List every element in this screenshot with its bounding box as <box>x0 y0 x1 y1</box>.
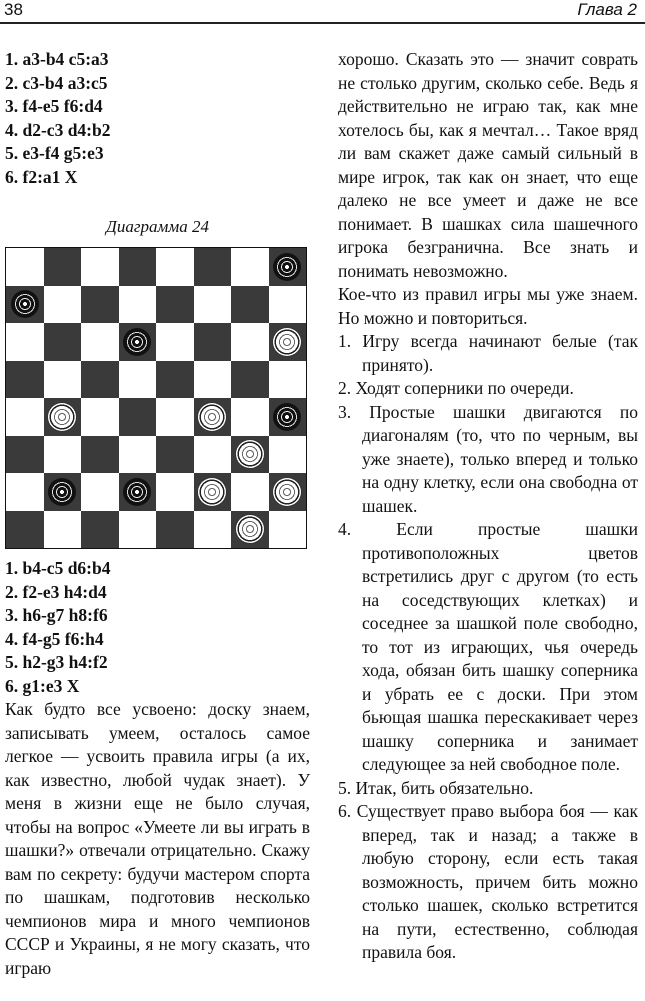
board-square-b5 <box>44 361 82 399</box>
board-square-f7 <box>194 286 232 324</box>
black-checker-a7 <box>11 290 39 318</box>
board-square-b2 <box>44 473 82 511</box>
board-square-h6 <box>269 323 307 361</box>
rule-item: 6. Существует право выбора боя — как вперед, так и назад; а также в любую сторону, если есть такая возможность, причем бить можно столько шашек, сколько встретится на пути, естественно, соблюдая правила боя. <box>338 801 638 962</box>
board-square-b4 <box>44 398 82 436</box>
body-paragraph: Как будто все усвоено: доску знаем, записывать умеем, осталось самое легкое — усвоить правила игры (а их, как известно, любой чудак знает). У меня в жизни еще не было случая, чтобы на вопрос «Умеете ли вы играть в шашки?» отвечали отрицательно. Скажу вам по секрету: будучи мастером спорта по шашкам, подготовив несколько чемпионов мира и много чемпионов СССР и Украины, я не могу сказать, что играю <box>5 699 310 978</box>
move-line: 3. f4-e5 f6:d4 <box>5 96 103 116</box>
move-line: 2. f2-e3 h4:d4 <box>5 581 107 602</box>
chapter-title: Глава 2 <box>577 0 637 19</box>
board-square-f8 <box>194 248 232 286</box>
board-square-h5 <box>269 361 307 399</box>
board-square-d6 <box>119 323 157 361</box>
move-line: 6. f2:a1 X <box>5 166 78 187</box>
board-square-b8 <box>44 248 82 286</box>
page-number: 38 <box>4 0 23 19</box>
board-square-g4 <box>231 398 269 436</box>
move-line: 3. h6-g7 h8:f6 <box>5 605 108 625</box>
white-checker-h2 <box>273 478 301 506</box>
board-square-g8 <box>231 248 269 286</box>
move-line: 4. f4-g5 f6:h4 <box>5 628 104 649</box>
board-square-h4 <box>269 398 307 436</box>
board-square-e5 <box>156 361 194 399</box>
moves-bottom <box>5 557 310 698</box>
board-square-c1 <box>81 511 119 549</box>
black-checker-d6 <box>123 328 151 356</box>
rule-item: 1. Игру всегда начинают белые (так принято). <box>338 331 638 375</box>
white-checker-f4 <box>198 403 226 431</box>
board-square-a6 <box>6 323 44 361</box>
rules-list <box>338 330 638 965</box>
move-line: 6. g1:e3 X <box>5 675 80 696</box>
board-square-g6 <box>231 323 269 361</box>
board-square-d7 <box>119 286 157 324</box>
board-square-c5 <box>81 361 119 399</box>
board-square-g2 <box>231 473 269 511</box>
board-square-b6 <box>44 323 82 361</box>
board-square-c2 <box>81 473 119 511</box>
board-square-h3 <box>269 436 307 474</box>
rule-item: 4. Если простые шашки противоположных цветов встретились друг с другом (то есть на соседствующих клетках) и соседнее за шашкой поле свободно, то тот из играющих, чья очередь хода, обязан бить шашку соперника и убрать ее с доски. При этом бьющая шашка перескакивает через шашку соперника и занимает следующее за ней свободное поле. <box>338 519 638 774</box>
board-square-h1 <box>269 511 307 549</box>
board-square-e4 <box>156 398 194 436</box>
board-square-c4 <box>81 398 119 436</box>
move-line: 4. d2-c3 d4:b2 <box>5 119 111 140</box>
board-square-b7 <box>44 286 82 324</box>
board-square-e7 <box>156 286 194 324</box>
board-square-b1 <box>44 511 82 549</box>
page-header <box>0 0 645 22</box>
board-square-f3 <box>194 436 232 474</box>
move-line: 1. a3-b4 c5:a3 <box>5 49 109 69</box>
board-square-d5 <box>119 361 157 399</box>
board-square-h8 <box>269 248 307 286</box>
board-square-e3 <box>156 436 194 474</box>
move-line: 5. h2-g3 h4:f2 <box>5 652 108 672</box>
board-square-a3 <box>6 436 44 474</box>
rule-item: 5. Итак, бить обязательно. <box>338 777 534 798</box>
board-square-e6 <box>156 323 194 361</box>
board-square-d4 <box>119 398 157 436</box>
rule-item: 2. Ходят соперники по очереди. <box>338 378 574 398</box>
board-square-c7 <box>81 286 119 324</box>
board-square-c3 <box>81 436 119 474</box>
board-square-f4 <box>194 398 232 436</box>
board-square-a5 <box>6 361 44 399</box>
left-column <box>5 48 310 980</box>
board-square-f5 <box>194 361 232 399</box>
board-square-d2 <box>119 473 157 511</box>
white-checker-h6 <box>273 328 301 356</box>
board-square-a8 <box>6 248 44 286</box>
body-paragraph: хорошо. Сказать это — значит соврать не столько другим, сколько себе. Ведь я действительно не играю так, как мне хотелось бы, как я мечтал… Такое вряд ли вам скажет даже самый сильный в мире игрок, так как он знает, что еще далеко не все умеет и даже не все понимает. В шашках сила шашечного игрока безгранична. Все знать и понимать невозможно. <box>338 49 638 281</box>
board-square-g3 <box>231 436 269 474</box>
board-square-c6 <box>81 323 119 361</box>
move-line: 1. b4-c5 d6:b4 <box>5 558 111 578</box>
board-square-g1 <box>231 511 269 549</box>
body-paragraph: Кое-что из правил игры мы уже знаем. Но можно и повториться. <box>338 284 638 328</box>
board-square-a2 <box>6 473 44 511</box>
board-square-d8 <box>119 248 157 286</box>
board-square-f1 <box>194 511 232 549</box>
board-square-f6 <box>194 323 232 361</box>
board-square-d3 <box>119 436 157 474</box>
right-column <box>338 48 638 965</box>
white-checker-b4 <box>48 403 76 431</box>
board-square-h7 <box>269 286 307 324</box>
diagram-title: Диаграмма 24 <box>106 217 209 236</box>
move-line: 5. e3-f4 g5:e3 <box>5 143 104 163</box>
moves-top <box>5 48 310 189</box>
black-checker-h4 <box>273 403 301 431</box>
black-checker-d2 <box>123 478 151 506</box>
board-square-e1 <box>156 511 194 549</box>
board-square-e2 <box>156 473 194 511</box>
white-checker-f2 <box>198 478 226 506</box>
board-square-c8 <box>81 248 119 286</box>
board-square-a1 <box>6 511 44 549</box>
board-square-b3 <box>44 436 82 474</box>
board-square-a7 <box>6 286 44 324</box>
board-square-h2 <box>269 473 307 511</box>
board-square-g7 <box>231 286 269 324</box>
black-checker-h8 <box>273 253 301 281</box>
move-line: 2. c3-b4 a3:c5 <box>5 72 108 93</box>
board-square-d1 <box>119 511 157 549</box>
board-square-e8 <box>156 248 194 286</box>
header-rule <box>0 22 645 24</box>
board-square-f2 <box>194 473 232 511</box>
checkers-board <box>5 247 307 549</box>
white-checker-g3 <box>236 440 264 468</box>
black-checker-b2 <box>48 478 76 506</box>
white-checker-g1 <box>236 515 264 543</box>
board-square-a4 <box>6 398 44 436</box>
board-square-g5 <box>231 361 269 399</box>
rule-item: 3. Простые шашки двигаются по диагоналям (то, что по черным, вы уже знаете), только вперед и только на одну клетку, если она свободна от шашек. <box>338 401 638 516</box>
